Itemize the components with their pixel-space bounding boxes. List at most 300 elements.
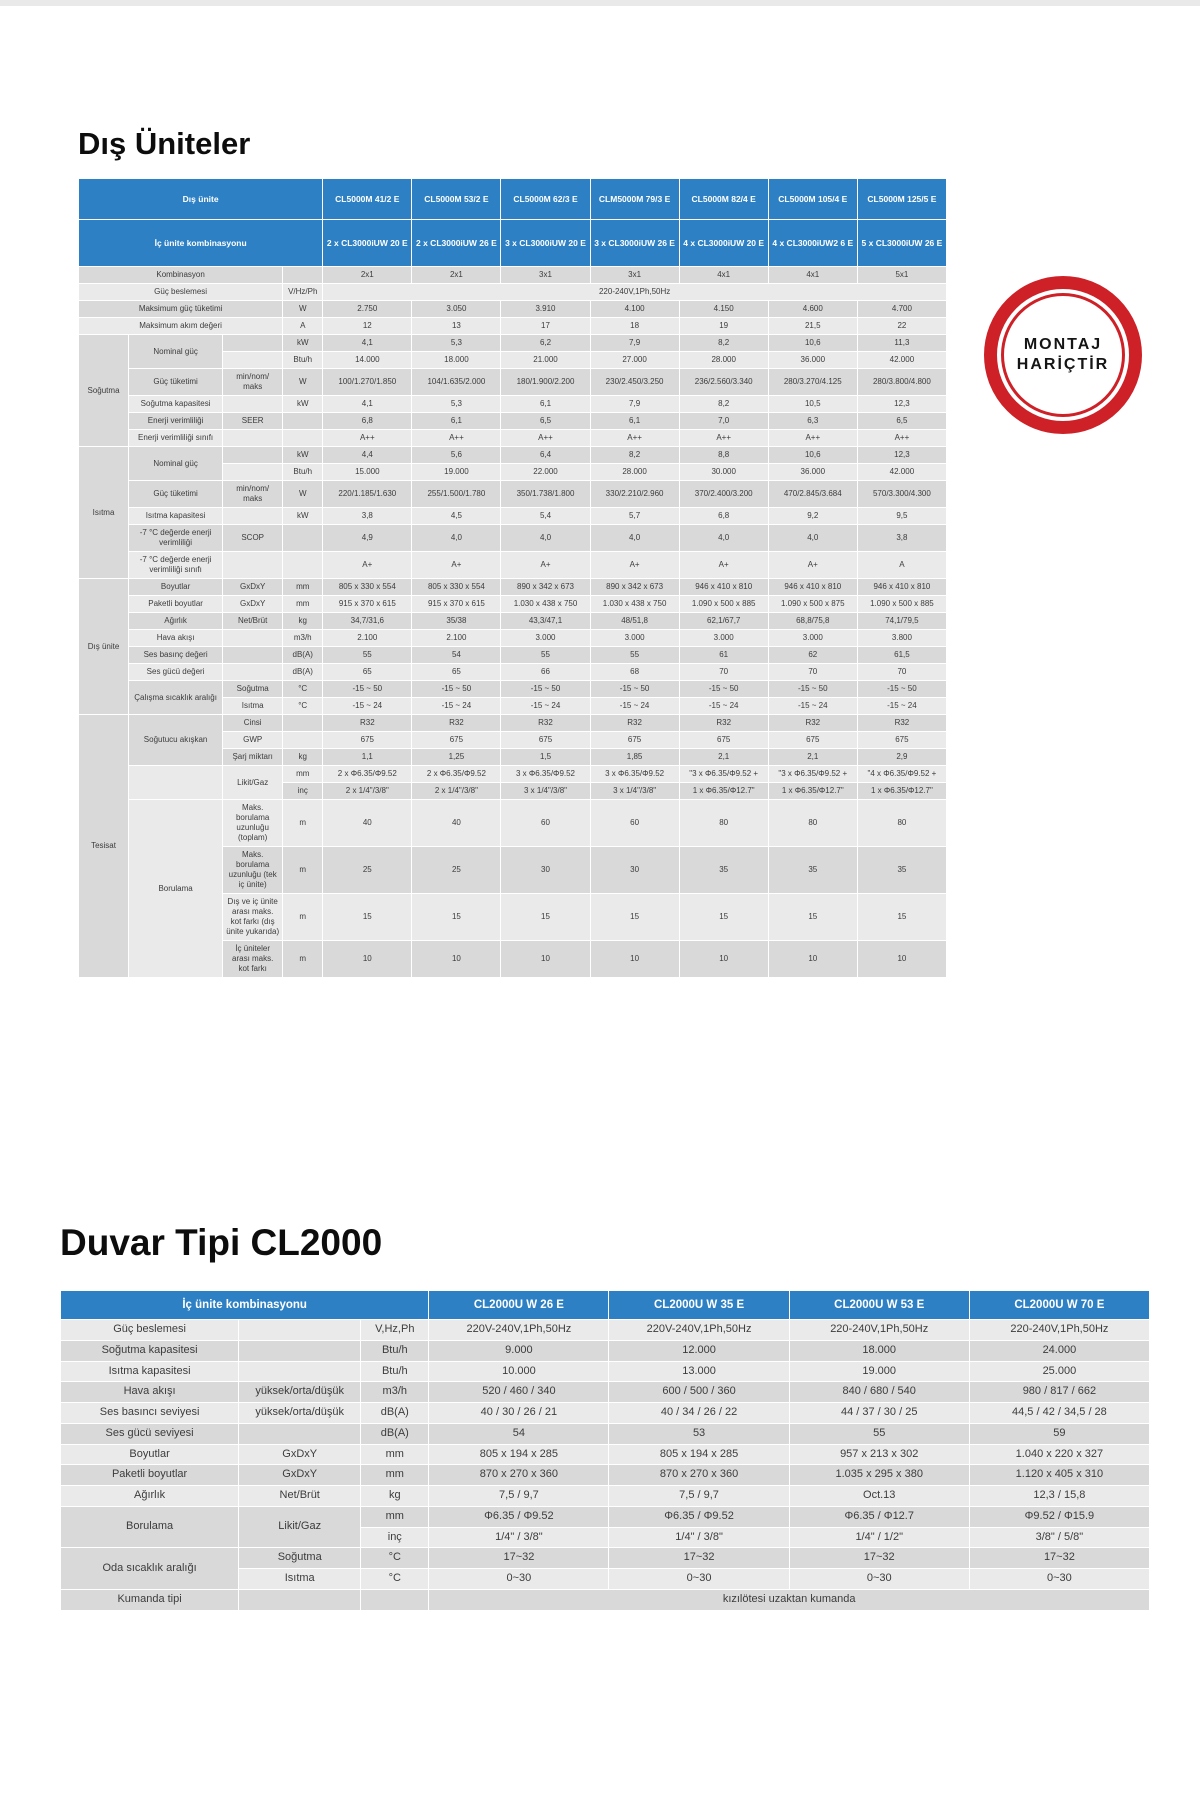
value-cell: 4x1 <box>768 267 857 284</box>
value-cell: 12,3 <box>857 396 946 413</box>
value-cell: 61 <box>679 647 768 664</box>
row-label: Oda sıcaklık aralığı <box>61 1548 239 1590</box>
value-cell: 15 <box>857 894 946 941</box>
value-cell: 0~30 <box>789 1569 969 1590</box>
value-cell: 13 <box>412 318 501 335</box>
value-cell: 30.000 <box>679 464 768 481</box>
value-cell: 236/2.560/3.340 <box>679 369 768 396</box>
value-cell: 946 x 410 x 810 <box>679 579 768 596</box>
row-label: Güç beslemesi <box>61 1320 239 1341</box>
value-cell: 6,2 <box>501 335 590 352</box>
value-cell: 60 <box>501 800 590 847</box>
combo-header-row <box>79 220 947 267</box>
value-cell: 62 <box>768 647 857 664</box>
value-cell: 1.030 x 438 x 750 <box>501 596 590 613</box>
qualifier-label: GxDxY <box>239 1444 361 1465</box>
value-cell: 220-240V,1Ph,50Hz <box>969 1320 1149 1341</box>
unit-label: m <box>283 800 323 847</box>
value-cell: 2 x Φ6.35/Φ9.52 <box>323 766 412 783</box>
table-row <box>61 1589 1150 1610</box>
value-cell: -15 ~ 50 <box>501 681 590 698</box>
value-cell: A++ <box>679 430 768 447</box>
qualifier-label: GxDxY <box>223 596 283 613</box>
value-cell: 870 x 270 x 360 <box>429 1465 609 1486</box>
qualifier-label <box>223 352 283 369</box>
unit-label: kg <box>361 1486 429 1507</box>
row-label: Güç tüketimi <box>129 481 223 508</box>
value-cell: 3.910 <box>501 301 590 318</box>
value-cell: A++ <box>857 430 946 447</box>
value-cell: 66 <box>501 664 590 681</box>
value-cell: 43,3/47,1 <box>501 613 590 630</box>
qualifier-label: Dış ve iç ünite arası maks. kot farkı (dış ünite yukarıda) <box>223 894 283 941</box>
qualifier-label <box>223 664 283 681</box>
value-cell: -15 ~ 50 <box>412 681 501 698</box>
unit-label: °C <box>283 681 323 698</box>
value-cell: 74,1/79,5 <box>857 613 946 630</box>
value-cell: 12.000 <box>609 1340 789 1361</box>
value-cell: 6,4 <box>501 447 590 464</box>
row-label <box>129 766 223 800</box>
value-cell: 330/2.210/2.960 <box>590 481 679 508</box>
unit-label: kW <box>283 335 323 352</box>
value-cell: R32 <box>323 715 412 732</box>
value-cell: 2,1 <box>768 749 857 766</box>
value-cell: 15 <box>590 894 679 941</box>
value-cell: 3.000 <box>768 630 857 647</box>
value-cell: 4,0 <box>679 525 768 552</box>
qualifier-label: GWP <box>223 732 283 749</box>
qualifier-label: Soğutma <box>239 1548 361 1569</box>
qualifier-label <box>239 1423 361 1444</box>
group-label: Dış ünite <box>79 579 129 715</box>
table-row <box>79 681 947 698</box>
unit-label: A <box>283 318 323 335</box>
value-cell: -15 ~ 24 <box>679 698 768 715</box>
spanning-value: 220-240V,1Ph,50Hz <box>323 284 947 301</box>
value-cell: 890 x 342 x 673 <box>501 579 590 596</box>
row-label: Ses gücü değeri <box>129 664 223 681</box>
value-cell: R32 <box>857 715 946 732</box>
row-label: Güç beslemesi <box>79 284 283 301</box>
model-header-row <box>61 1291 1150 1320</box>
qualifier-label: min/nom/ maks <box>223 481 283 508</box>
value-cell: 55 <box>789 1423 969 1444</box>
value-cell: 1.090 x 500 x 885 <box>857 596 946 613</box>
value-cell: 6,1 <box>412 413 501 430</box>
row-label: Isıtma kapasitesi <box>129 508 223 525</box>
table-row <box>79 335 947 352</box>
value-cell: 1.090 x 500 x 875 <box>768 596 857 613</box>
qualifier-label: Likit/Gaz <box>239 1506 361 1548</box>
value-cell: 10 <box>679 941 768 978</box>
row-label: Enerji verimliliği <box>129 413 223 430</box>
unit-label: m <box>283 941 323 978</box>
table-row <box>61 1382 1150 1403</box>
value-cell: 62,1/67,7 <box>679 613 768 630</box>
value-cell: 18.000 <box>789 1340 969 1361</box>
value-cell: 22 <box>857 318 946 335</box>
table-row <box>79 413 947 430</box>
value-cell: 4,1 <box>323 396 412 413</box>
unit-label: °C <box>361 1569 429 1590</box>
value-cell: 1.030 x 438 x 750 <box>590 596 679 613</box>
value-cell: 1,5 <box>501 749 590 766</box>
value-cell: -15 ~ 50 <box>679 681 768 698</box>
value-cell: 3 x Φ6.35/Φ9.52 <box>590 766 679 783</box>
value-cell: 1,25 <box>412 749 501 766</box>
value-cell: 36.000 <box>768 352 857 369</box>
value-cell: 60 <box>590 800 679 847</box>
qualifier-label <box>223 430 283 447</box>
unit-label: W <box>283 301 323 318</box>
unit-label <box>283 732 323 749</box>
value-cell: 1 x Φ6.35/Φ12.7" <box>857 783 946 800</box>
value-cell: "3 x Φ6.35/Φ9.52 + <box>768 766 857 783</box>
unit-label: Btu/h <box>361 1340 429 1361</box>
value-cell: 1.120 x 405 x 310 <box>969 1465 1149 1486</box>
value-cell: Φ6.35 / Φ9.52 <box>609 1506 789 1527</box>
row-label: Enerji verimliliği sınıfı <box>129 430 223 447</box>
value-cell: 675 <box>590 732 679 749</box>
value-cell: 19 <box>679 318 768 335</box>
value-cell: Oct.13 <box>789 1486 969 1507</box>
value-cell: 255/1.500/1.780 <box>412 481 501 508</box>
model-header: CL2000U W 70 E <box>969 1291 1149 1320</box>
value-cell: 675 <box>323 732 412 749</box>
value-cell: 104/1.635/2.000 <box>412 369 501 396</box>
value-cell: 675 <box>679 732 768 749</box>
qualifier-label: yüksek/orta/düşük <box>239 1403 361 1424</box>
model-header-row <box>79 179 947 220</box>
unit-label: °C <box>361 1548 429 1569</box>
row-label: Ses basınç değeri <box>129 647 223 664</box>
qualifier-label: Maks. borulama uzunluğu (tek iç ünite) <box>223 847 283 894</box>
value-cell: 12,3 / 15,8 <box>969 1486 1149 1507</box>
value-cell: "4 x Φ6.35/Φ9.52 + <box>857 766 946 783</box>
value-cell: 21.000 <box>501 352 590 369</box>
qualifier-label: Net/Brüt <box>223 613 283 630</box>
table-row <box>61 1340 1150 1361</box>
combo-header: 5 x CL3000iUW 26 E <box>857 220 946 267</box>
value-cell: 48/51,8 <box>590 613 679 630</box>
table-row <box>61 1486 1150 1507</box>
value-cell: 1,1 <box>323 749 412 766</box>
value-cell: 220V-240V,1Ph,50Hz <box>609 1320 789 1341</box>
value-cell: R32 <box>768 715 857 732</box>
row-label: Paketli boyutlar <box>129 596 223 613</box>
value-cell: -15 ~ 50 <box>857 681 946 698</box>
qualifier-label <box>223 335 283 352</box>
value-cell: 6,1 <box>590 413 679 430</box>
value-cell: 53 <box>609 1423 789 1444</box>
value-cell: 17~32 <box>969 1548 1149 1569</box>
value-cell: 21,5 <box>768 318 857 335</box>
value-cell: 4,4 <box>323 447 412 464</box>
value-cell: -15 ~ 24 <box>590 698 679 715</box>
row-label: Maksimum akım değeri <box>79 318 283 335</box>
value-cell: 10 <box>857 941 946 978</box>
value-cell: 1/4" / 3/8" <box>609 1527 789 1548</box>
value-cell: 25.000 <box>969 1361 1149 1382</box>
row-label: Hava akışı <box>129 630 223 647</box>
value-cell: 15 <box>412 894 501 941</box>
model-header: CL2000U W 35 E <box>609 1291 789 1320</box>
qualifier-label: Maks. borulama uzunluğu (toplam) <box>223 800 283 847</box>
model-header: CL5000M 53/2 E <box>412 179 501 220</box>
row-label: Ağırlık <box>61 1486 239 1507</box>
value-cell: 10,6 <box>768 447 857 464</box>
table-row <box>79 647 947 664</box>
value-cell: 890 x 342 x 673 <box>590 579 679 596</box>
value-cell: 2x1 <box>323 267 412 284</box>
value-cell: 2,1 <box>679 749 768 766</box>
combo-header: 3 x CL3000iUW 20 E <box>501 220 590 267</box>
model-header: CL5000M 125/5 E <box>857 179 946 220</box>
table-row <box>79 430 947 447</box>
value-cell: 15 <box>323 894 412 941</box>
value-cell: 0~30 <box>969 1569 1149 1590</box>
value-cell: 805 x 330 x 554 <box>323 579 412 596</box>
value-cell: 10 <box>590 941 679 978</box>
value-cell: 25 <box>323 847 412 894</box>
value-cell: 946 x 410 x 810 <box>857 579 946 596</box>
value-cell: -15 ~ 24 <box>501 698 590 715</box>
value-cell: 280/3.270/4.125 <box>768 369 857 396</box>
row-label: Ses basıncı seviyesi <box>61 1403 239 1424</box>
row-label: Maksimum güç tüketimi <box>79 301 283 318</box>
value-cell: 957 x 213 x 302 <box>789 1444 969 1465</box>
value-cell: 10 <box>323 941 412 978</box>
table-row <box>61 1548 1150 1569</box>
value-cell: 17~32 <box>429 1548 609 1569</box>
model-header: CL5000M 41/2 E <box>323 179 412 220</box>
qualifier-label: Isıtma <box>239 1569 361 1590</box>
unit-label: m <box>283 894 323 941</box>
value-cell: 2 x Φ6.35/Φ9.52 <box>412 766 501 783</box>
value-cell: 27.000 <box>590 352 679 369</box>
value-cell: 80 <box>857 800 946 847</box>
montaj-harictir-stamp <box>984 276 1142 434</box>
unit-label <box>283 413 323 430</box>
unit-label: kW <box>283 508 323 525</box>
table-row <box>61 1423 1150 1444</box>
group-label: Isıtma <box>79 447 129 579</box>
value-cell: 18.000 <box>412 352 501 369</box>
unit-label: mm <box>283 579 323 596</box>
value-cell: 9,2 <box>768 508 857 525</box>
unit-label: m3/h <box>283 630 323 647</box>
value-cell: 0~30 <box>609 1569 789 1590</box>
value-cell: 3 x Φ6.35/Φ9.52 <box>501 766 590 783</box>
unit-label: Btu/h <box>283 352 323 369</box>
unit-label <box>283 430 323 447</box>
value-cell: Φ9.52 / Φ15.9 <box>969 1506 1149 1527</box>
qualifier-label <box>239 1340 361 1361</box>
value-cell: 3.000 <box>590 630 679 647</box>
qualifier-label: GxDxY <box>239 1465 361 1486</box>
value-cell: 34,7/31,6 <box>323 613 412 630</box>
qualifier-label: Likit/Gaz <box>223 766 283 800</box>
value-cell: 6,1 <box>501 396 590 413</box>
value-cell: 80 <box>679 800 768 847</box>
value-cell: 7,9 <box>590 335 679 352</box>
value-cell: 3 x 1/4"/3/8" <box>501 783 590 800</box>
value-cell: 22.000 <box>501 464 590 481</box>
wall-type-title: Duvar Tipi CL2000 <box>60 1222 383 1263</box>
model-header: CL5000M 82/4 E <box>679 179 768 220</box>
value-cell: 840 / 680 / 540 <box>789 1382 969 1403</box>
unit-label: kg <box>283 613 323 630</box>
value-cell: 915 x 370 x 615 <box>412 596 501 613</box>
value-cell: 0~30 <box>429 1569 609 1590</box>
model-header: CLM5000M 79/3 E <box>590 179 679 220</box>
value-cell: 70 <box>679 664 768 681</box>
value-cell: 4.150 <box>679 301 768 318</box>
value-cell: 44,5 / 42 / 34,5 / 28 <box>969 1403 1149 1424</box>
value-cell: 220V-240V,1Ph,50Hz <box>429 1320 609 1341</box>
value-cell: 8,2 <box>590 447 679 464</box>
spanning-value: kızılötesi uzaktan kumanda <box>429 1589 1150 1610</box>
qualifier-label: SCOP <box>223 525 283 552</box>
value-cell: 520 / 460 / 340 <box>429 1382 609 1403</box>
corner-header: Dış ünite <box>79 179 323 220</box>
value-cell: 3/8" / 5/8" <box>969 1527 1149 1548</box>
qualifier-label <box>223 396 283 413</box>
value-cell: 5,7 <box>590 508 679 525</box>
value-cell: 9.000 <box>429 1340 609 1361</box>
model-header: CL5000M 62/3 E <box>501 179 590 220</box>
value-cell: A <box>857 552 946 579</box>
value-cell: 40 / 30 / 26 / 21 <box>429 1403 609 1424</box>
value-cell: R32 <box>501 715 590 732</box>
value-cell: 7,5 / 9,7 <box>609 1486 789 1507</box>
value-cell: 40 <box>323 800 412 847</box>
qualifier-label <box>223 464 283 481</box>
value-cell: 4.600 <box>768 301 857 318</box>
value-cell: 980 / 817 / 662 <box>969 1382 1149 1403</box>
qualifier-label: min/nom/ maks <box>223 369 283 396</box>
value-cell: 65 <box>412 664 501 681</box>
value-cell: 2.100 <box>323 630 412 647</box>
wall-type-table-wrap <box>60 1290 1150 1611</box>
value-cell: 3.800 <box>857 630 946 647</box>
value-cell: 42.000 <box>857 352 946 369</box>
row-label: -7 °C değerde enerji verimliliği sınıfı <box>129 552 223 579</box>
model-header: CL2000U W 26 E <box>429 1291 609 1320</box>
unit-label: dB(A) <box>361 1403 429 1424</box>
qualifier-label <box>223 508 283 525</box>
table-row <box>79 800 947 847</box>
value-cell: 870 x 270 x 360 <box>609 1465 789 1486</box>
value-cell: 1,85 <box>590 749 679 766</box>
value-cell: 5,6 <box>412 447 501 464</box>
value-cell: 28.000 <box>679 352 768 369</box>
value-cell: 6,5 <box>857 413 946 430</box>
unit-label: inç <box>361 1527 429 1548</box>
value-cell: -15 ~ 50 <box>768 681 857 698</box>
value-cell: 3.000 <box>679 630 768 647</box>
value-cell: 2 x 1/4"/3/8" <box>412 783 501 800</box>
corner-header: İç ünite kombinasyonu <box>61 1291 429 1320</box>
table-row <box>79 508 947 525</box>
value-cell: 35 <box>679 847 768 894</box>
row-label: Boyutlar <box>61 1444 239 1465</box>
value-cell: 350/1.738/1.800 <box>501 481 590 508</box>
unit-label: W <box>283 481 323 508</box>
qualifier-label <box>223 552 283 579</box>
value-cell: 10.000 <box>429 1361 609 1382</box>
value-cell: -15 ~ 24 <box>412 698 501 715</box>
unit-label <box>283 525 323 552</box>
page-top-strip <box>0 0 1200 6</box>
value-cell: 675 <box>412 732 501 749</box>
unit-label: Btu/h <box>283 464 323 481</box>
value-cell: 2 x 1/4"/3/8" <box>323 783 412 800</box>
row-label: Borulama <box>61 1506 239 1548</box>
value-cell: 10,6 <box>768 335 857 352</box>
table-row <box>79 613 947 630</box>
value-cell: A+ <box>768 552 857 579</box>
row-label: Paketli boyutlar <box>61 1465 239 1486</box>
value-cell: 10,5 <box>768 396 857 413</box>
value-cell: 10 <box>768 941 857 978</box>
table-row <box>79 301 947 318</box>
value-cell: 570/3.300/4.300 <box>857 481 946 508</box>
value-cell: 7,9 <box>590 396 679 413</box>
value-cell: 80 <box>768 800 857 847</box>
row-label: Çalışma sıcaklık aralığı <box>129 681 223 715</box>
value-cell: 54 <box>429 1423 609 1444</box>
value-cell: 68,8/75,8 <box>768 613 857 630</box>
value-cell: A+ <box>412 552 501 579</box>
value-cell: A++ <box>590 430 679 447</box>
corner-header: İç ünite kombinasyonu <box>79 220 323 267</box>
table-row <box>79 369 947 396</box>
value-cell: 1 x Φ6.35/Φ12.7" <box>768 783 857 800</box>
table-row <box>79 267 947 284</box>
value-cell: 13.000 <box>609 1361 789 1382</box>
value-cell: 3 x 1/4"/3/8" <box>590 783 679 800</box>
value-cell: A+ <box>590 552 679 579</box>
value-cell: 1.090 x 500 x 885 <box>679 596 768 613</box>
value-cell: 40 / 34 / 26 / 22 <box>609 1403 789 1424</box>
stamp-inner-ring <box>1001 293 1125 417</box>
table-row <box>79 318 947 335</box>
qualifier-label: Net/Brüt <box>239 1486 361 1507</box>
row-label: Nominal güç <box>129 335 223 369</box>
value-cell: 42.000 <box>857 464 946 481</box>
value-cell: 805 x 194 x 285 <box>609 1444 789 1465</box>
value-cell: 4,9 <box>323 525 412 552</box>
value-cell: 24.000 <box>969 1340 1149 1361</box>
qualifier-label: yüksek/orta/düşük <box>239 1382 361 1403</box>
qualifier-label <box>239 1320 361 1341</box>
value-cell: 7,0 <box>679 413 768 430</box>
value-cell: 55 <box>323 647 412 664</box>
value-cell: 5,4 <box>501 508 590 525</box>
table-row <box>61 1361 1150 1382</box>
table-row <box>79 396 947 413</box>
value-cell: 946 x 410 x 810 <box>768 579 857 596</box>
value-cell: A++ <box>412 430 501 447</box>
wall-type-table <box>60 1290 1150 1611</box>
outdoor-units-table <box>78 178 947 978</box>
group-label: Soğutma <box>79 335 129 447</box>
model-header: CL2000U W 53 E <box>789 1291 969 1320</box>
value-cell: 4,0 <box>590 525 679 552</box>
outdoor-units-table-wrap <box>78 178 947 978</box>
